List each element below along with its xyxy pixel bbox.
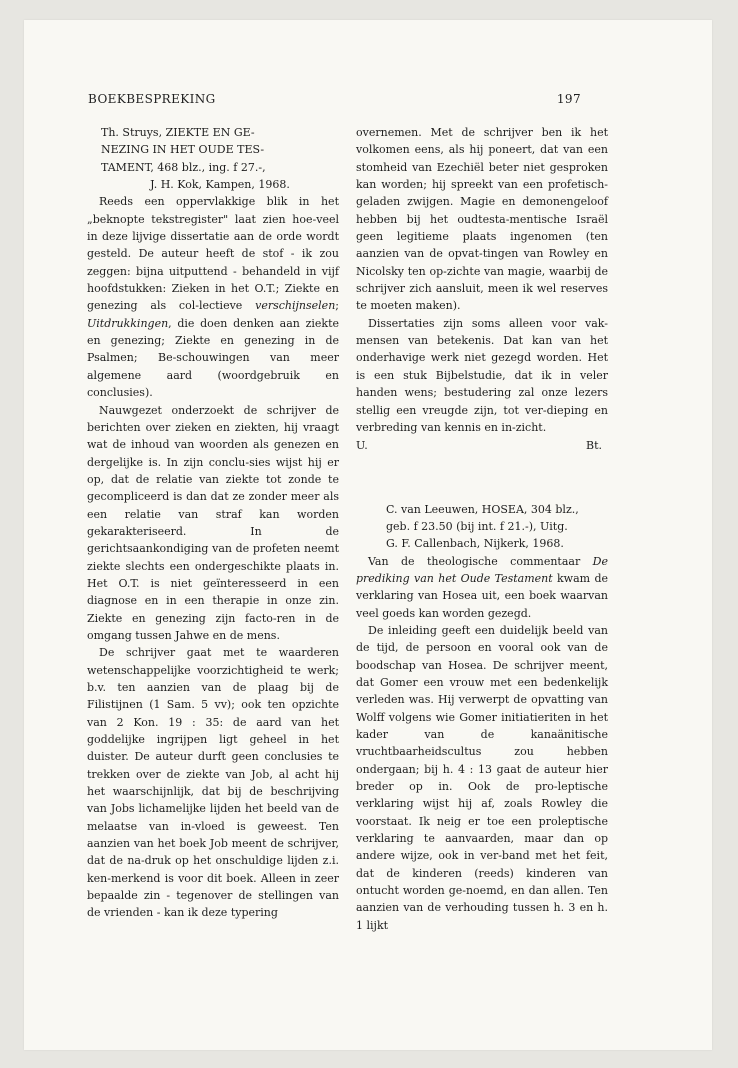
review1-paragraph: Dissertaties zijn soms alleen voor vak-mensen van betekenis. Dat kan van het onderhavige werk niet gezegd worden. Het is een stuk Bijbelstudie, dat ik in veler handen wens; bestudering zal onze lezers stellig een vreugde zijn, tot ver-dieping en verbreding van kennis en in-zicht. (356, 316, 608, 434)
review1-entry-line: J. H. Kok, Kampen, 1968. (150, 178, 290, 192)
commentary-series-title: De prediking van het Oude Testament (356, 554, 608, 585)
review1-paragraph-continued: overnemen. Met de schrijver ben ik het volkomen eens, als hij poneert, dat van een stomheid van Ezechiël beter niet gesproken kan worden; hij spreekt van een profetisch-geladen zwijgen. Magie en demonengeloof hebben bij het oudtesta-mentische Israël geen legitieme plaats ingenomen (ten aanzien van de opvat-tingen van Rowley en Nicolsky ten op-zichte van magie, waarbij de schrijver zich aansluit, meen ik wel reserves te moeten maken). (356, 126, 608, 313)
page-number: 197 (556, 92, 581, 106)
review1-bibliographic-entry (87, 124, 339, 193)
right-column (356, 124, 608, 934)
review1-entry-line: NEZING IN HET OUDE TES- (101, 143, 265, 157)
review2-entry-line: C. van Leeuwen, HOSEA, 304 blz., (386, 502, 579, 516)
review1-paragraph: Reeds een oppervlakkige blik in het „beknopte tekstregister" laat zien hoe-veel in deze lijvige dissertatie aan de orde wordt gesteld. De auteur heeft de stof - ik zou zeggen: bijna uitputtend - behandeld in vijf hoofdstukken: Zieken in het O.T.; Ziekte en genezing als col-lectieve verschijnselen; Uitdrukkingen, die doen denken aan ziekte en genezing; Ziekte en genezing in de Psalmen; Be-schouwingen van meer algemene aard (woordgebruik en conclusies). (87, 195, 339, 400)
review2-paragraph: Van de theologische commentaar De prediking van het Oude Testament kwam de verklaring van Hosea uit, een boek waarvan veel goeds kan worden gezegd. (356, 554, 608, 620)
review1-paragraph: Nauwgezet onderzoekt de schrijver de berichten over zieken en ziekten, hij vraagt wat de inhoud van woorden als genezen en dergelijke is. In zijn conclu-sies wijst hij er op, dat de relatie van ziekte tot zonde te gecompliceerd is dan dat ze zonder meer als een relatie van straf kan worden gekarakteriseerd. In de gerichtsaankondiging van de profeten neemt ziekte slechts een ondergeschikte plaats in. Het O.T. is niet geïnteresseerd in een diagnose en in een therapie in onze zin. Ziekte en genezing zijn facto-ren in de omgang tussen Jahwe en de mens. (87, 403, 339, 642)
review2-bibliographic-entry (356, 501, 608, 553)
review1-paragraph: De schrijver gaat met te waarderen wetenschappelijke voorzichtigheid te werk; b.v. ten aanzien van de plaag bij de Filistijnen (1 Sam. 5 vv); ook ten opzichte van 2 Kon. 19 : 35: de aard van het goddelijke ingrijpen ligt geheel in het duister. De auteur durft geen conclusies te trekken over de ziekte van Job, al acht hij het waarschijnlijk, dat bij de beschrijving van Jobs lichamelijke lijden het beeld van de melaatse van in-vloed is geweest. Ten aanzien van het boek Job meent de schrijver, dat de na-druk op het onschuldige lijden z.i. ken-merkend is voor dit boek. Alleen in zeer bepaalde zin - tegenover de stellingen van de vrienden - kan ik deze typering (87, 646, 339, 920)
section-divider (356, 455, 608, 501)
signature-initial-right: Bt. (585, 439, 602, 453)
review2-entry-line: geb. f 23.50 (bij int. f 21.-), Uitg. (386, 519, 568, 533)
review2-entry-line: G. F. Callenbach, Nijkerk, 1968. (386, 537, 564, 551)
running-header (88, 92, 581, 106)
signature-initial-left: U. (356, 439, 368, 453)
running-title: BOEKBESPREKING (88, 92, 216, 106)
left-column (87, 124, 339, 922)
review1-entry-line: Th. Struys, ZIEKTE EN GE- (101, 126, 255, 139)
review1-entry-line: TAMENT, 468 blz., ing. f 27.-, (101, 160, 266, 174)
review1-signature (356, 437, 608, 454)
review2-paragraph: De inleiding geeft een duidelijk beeld van de tijd, de persoon en vooral ook van de boodschap van Hosea. De schrijver meent, dat Gomer een vrouw met een bedenkelijk verleden was. Hij verwerpt de opvatting van Wolff volgens wie Gomer initiatieriten in het kader van de kanaänitische vruchtbaarheidscultus zou hebben ondergaan; bij h. 4 : 13 gaat de auteur hier breder op in. Ook de pro-leptische verklaring wijst hij af, zoals Rowley die voorstaat. Ik neig er toe een proleptische verklaring te aanvaarden, maar dan op andere wijze, ook in ver-band met het feit, dat de kinderen (reeds) kinderen van ontucht worden ge-noemd, en dan allen. Ten aanzien van de verhouding tussen h. 3 en h. 1 lijkt (356, 623, 608, 932)
book-page (24, 20, 712, 1050)
